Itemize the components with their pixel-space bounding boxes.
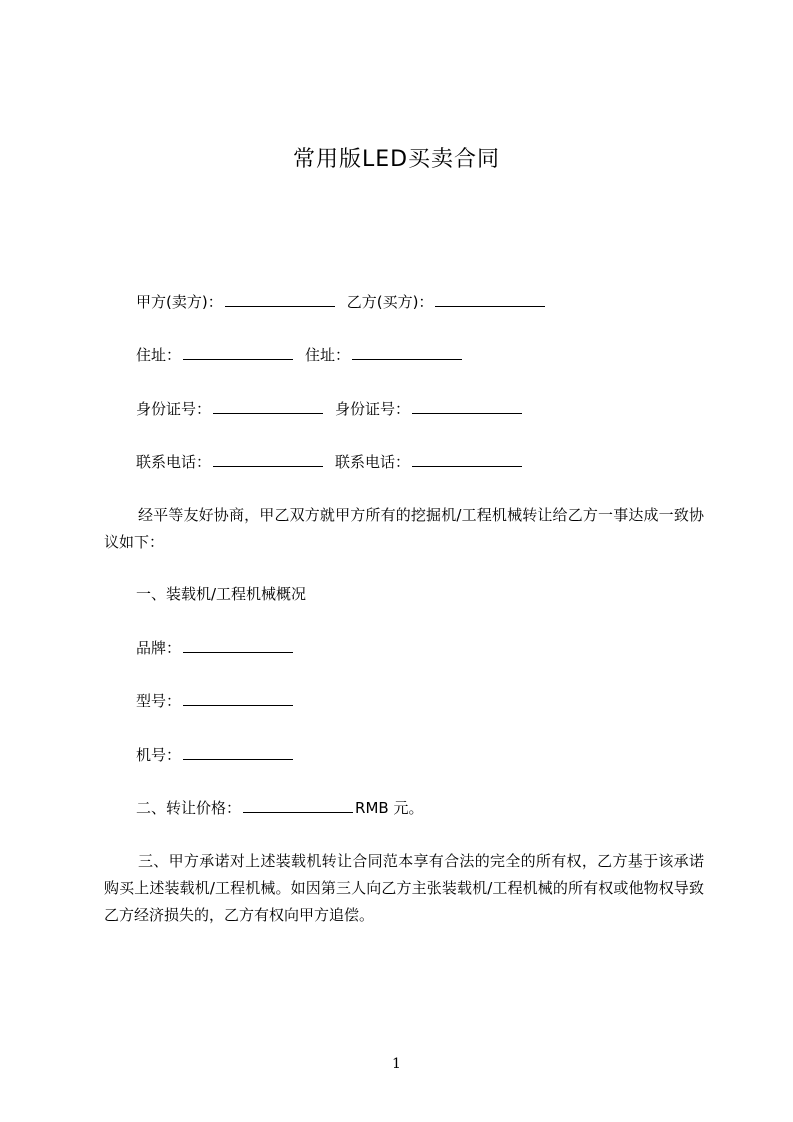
price-row <box>136 798 423 818</box>
buyer-address-blank[interactable] <box>352 345 462 360</box>
seller-phone-blank[interactable] <box>213 452 323 467</box>
document-title: 常用版LED买卖合同 <box>292 147 501 172</box>
section3-paragraph: 三、甲方承诺对上述装载机转让合同范本享有合法的完全的所有权，乙方基于该承诺购买上述装载机/工程机械。如因第三人向乙方主张装载机/工程机械的所有权或他物权导致乙方经济损失的，乙方有权向甲方追偿。 <box>104 852 704 924</box>
price-currency: RMB 元。 <box>355 799 424 817</box>
brand-row <box>136 638 295 658</box>
price-blank[interactable] <box>243 798 353 813</box>
seller-id-blank[interactable] <box>213 399 323 414</box>
buyer-label: 乙方(买方)： <box>346 293 434 311</box>
serial-label: 机号： <box>136 746 182 764</box>
seller-id-label: 身份证号： <box>136 400 212 418</box>
intro-paragraph: 经平等友好协商，甲乙双方就甲方所有的挖掘机/工程机械转让给乙方一事达成一致协议如下： <box>104 506 704 551</box>
seller-blank[interactable] <box>225 292 335 307</box>
seller-address-label: 住址： <box>136 346 182 364</box>
party-row-phone <box>136 452 524 472</box>
buyer-id-blank[interactable] <box>412 399 522 414</box>
brand-blank[interactable] <box>183 638 293 653</box>
price-label: 二、转让价格： <box>136 799 242 817</box>
party-row-id <box>136 399 524 419</box>
model-row <box>136 691 295 711</box>
seller-label: 甲方(卖方)： <box>136 293 223 311</box>
page-number: 1 <box>392 1056 401 1072</box>
buyer-phone-blank[interactable] <box>412 452 522 467</box>
seller-address-blank[interactable] <box>183 345 293 360</box>
seller-phone-label: 联系电话： <box>136 453 212 471</box>
serial-row <box>136 745 295 765</box>
model-blank[interactable] <box>183 691 293 706</box>
section1-heading: 一、装载机/工程机械概况 <box>136 585 307 603</box>
buyer-id-label: 身份证号： <box>335 400 411 418</box>
brand-label: 品牌： <box>136 639 182 657</box>
serial-blank[interactable] <box>183 745 293 760</box>
party-row-seller-buyer <box>136 292 547 312</box>
model-label: 型号： <box>136 692 182 710</box>
buyer-phone-label: 联系电话： <box>335 453 411 471</box>
buyer-blank[interactable] <box>435 292 545 307</box>
party-row-address <box>136 345 464 365</box>
buyer-address-label: 住址： <box>305 346 351 364</box>
